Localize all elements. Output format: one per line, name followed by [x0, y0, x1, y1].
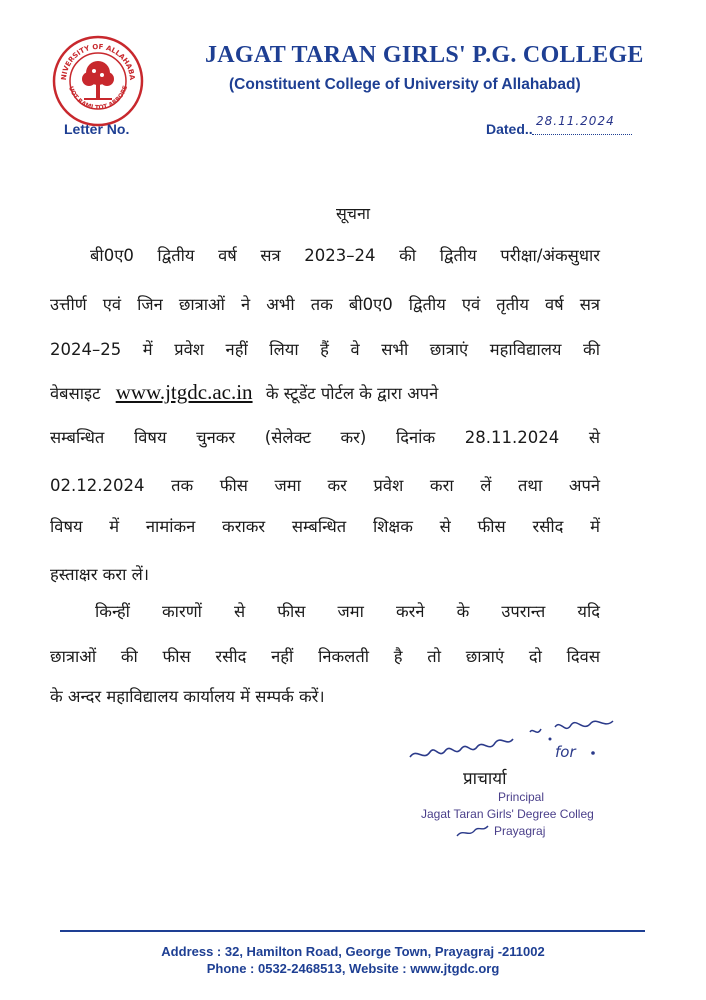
principal-title-hindi: प्राचार्या — [463, 769, 507, 789]
website-prefix: वेबसाइट — [50, 384, 101, 403]
dated-dotted-line — [532, 134, 632, 135]
principal-college: Jagat Taran Girls' Degree Colleg — [421, 807, 594, 821]
notice-line-4-rest: के स्टूडेंट पोर्टल के द्वारा अपने — [265, 384, 439, 403]
notice-line-8: हस्ताक्षर करा लें। — [50, 565, 150, 584]
principal-title: Principal — [498, 790, 545, 804]
notice-line-6: 02.12.2024 तक फीस जमा कर प्रवेश करा लें तथा अपने — [50, 476, 600, 495]
svg-text:for: for — [555, 743, 576, 761]
notice-line-10: छात्राओं की फीस रसीद नहीं निकलती है तो छात्राएं दो दिवस — [50, 647, 600, 666]
notice-line-2: उत्तीर्ण एवं जिन छात्राओं ने अभी तक बी0ए0 द्वितीय एवं तृतीय वर्ष सत्र — [50, 295, 600, 314]
svg-text:UNIVERSITY OF ALLAHABAD: NIVERSITY OF ALLAHABA — [59, 42, 137, 81]
letter-no-label: Letter No. — [64, 121, 130, 137]
principal-city: Prayagraj — [494, 824, 546, 838]
signature-scribble-icon — [405, 707, 625, 772]
notice-line-11: के अन्दर महाविद्यालय कार्यालय में सम्पर्क करें। — [50, 687, 325, 706]
footer-address: Address : 32, Hamilton Road, George Town, Prayagraj -211002 — [161, 944, 545, 959]
college-logo — [52, 35, 144, 127]
dated-label: Dated.. — [486, 121, 533, 137]
notice-line-3: 2024–25 में प्रवेश नहीं लिया हैं वे सभी छात्राएं महाविद्यालय की — [50, 340, 600, 359]
college-name: JAGAT TARAN GIRLS' P.G. COLLEGE — [205, 42, 644, 68]
handwritten-signature — [405, 707, 625, 772]
notice-line-5: सम्बन्धित विषय चुनकर (सेलेक्ट कर) दिनांक 28.11.2024 से — [50, 428, 600, 447]
notice-line-9: किन्हीं कारणों से फीस जमा करने के उपरान्त यदि — [95, 602, 600, 621]
college-website-link[interactable]: www.jtgdc.ac.in — [115, 380, 253, 404]
notice-line-4 — [50, 380, 600, 405]
notice-line-7: विषय में नामांकन कराकर सम्बन्धित शिक्षक से फीस रसीद में — [50, 517, 600, 536]
footer-contact: Phone : 0532-2468513, Website : www.jtgdc.org — [206, 961, 500, 976]
notice-heading: सूचना — [335, 204, 370, 223]
dated-value: 28.11.2024 — [536, 114, 615, 128]
college-subtitle: (Constituent College of University of Allahabad) — [229, 76, 581, 93]
initial-scribble-icon — [455, 822, 490, 840]
notice-line-1: बी0ए0 द्वितीय वर्ष सत्र 2023–24 की द्वितीय परीक्षा/अंकसुधार — [90, 246, 600, 265]
college-emblem-icon — [52, 35, 144, 127]
stamp-initial-mark — [455, 822, 490, 840]
footer-divider — [60, 930, 645, 932]
svg-text:QUOT RAMI TOT ARBORES: UOT RAMI TOT ARBORE — [67, 84, 130, 112]
